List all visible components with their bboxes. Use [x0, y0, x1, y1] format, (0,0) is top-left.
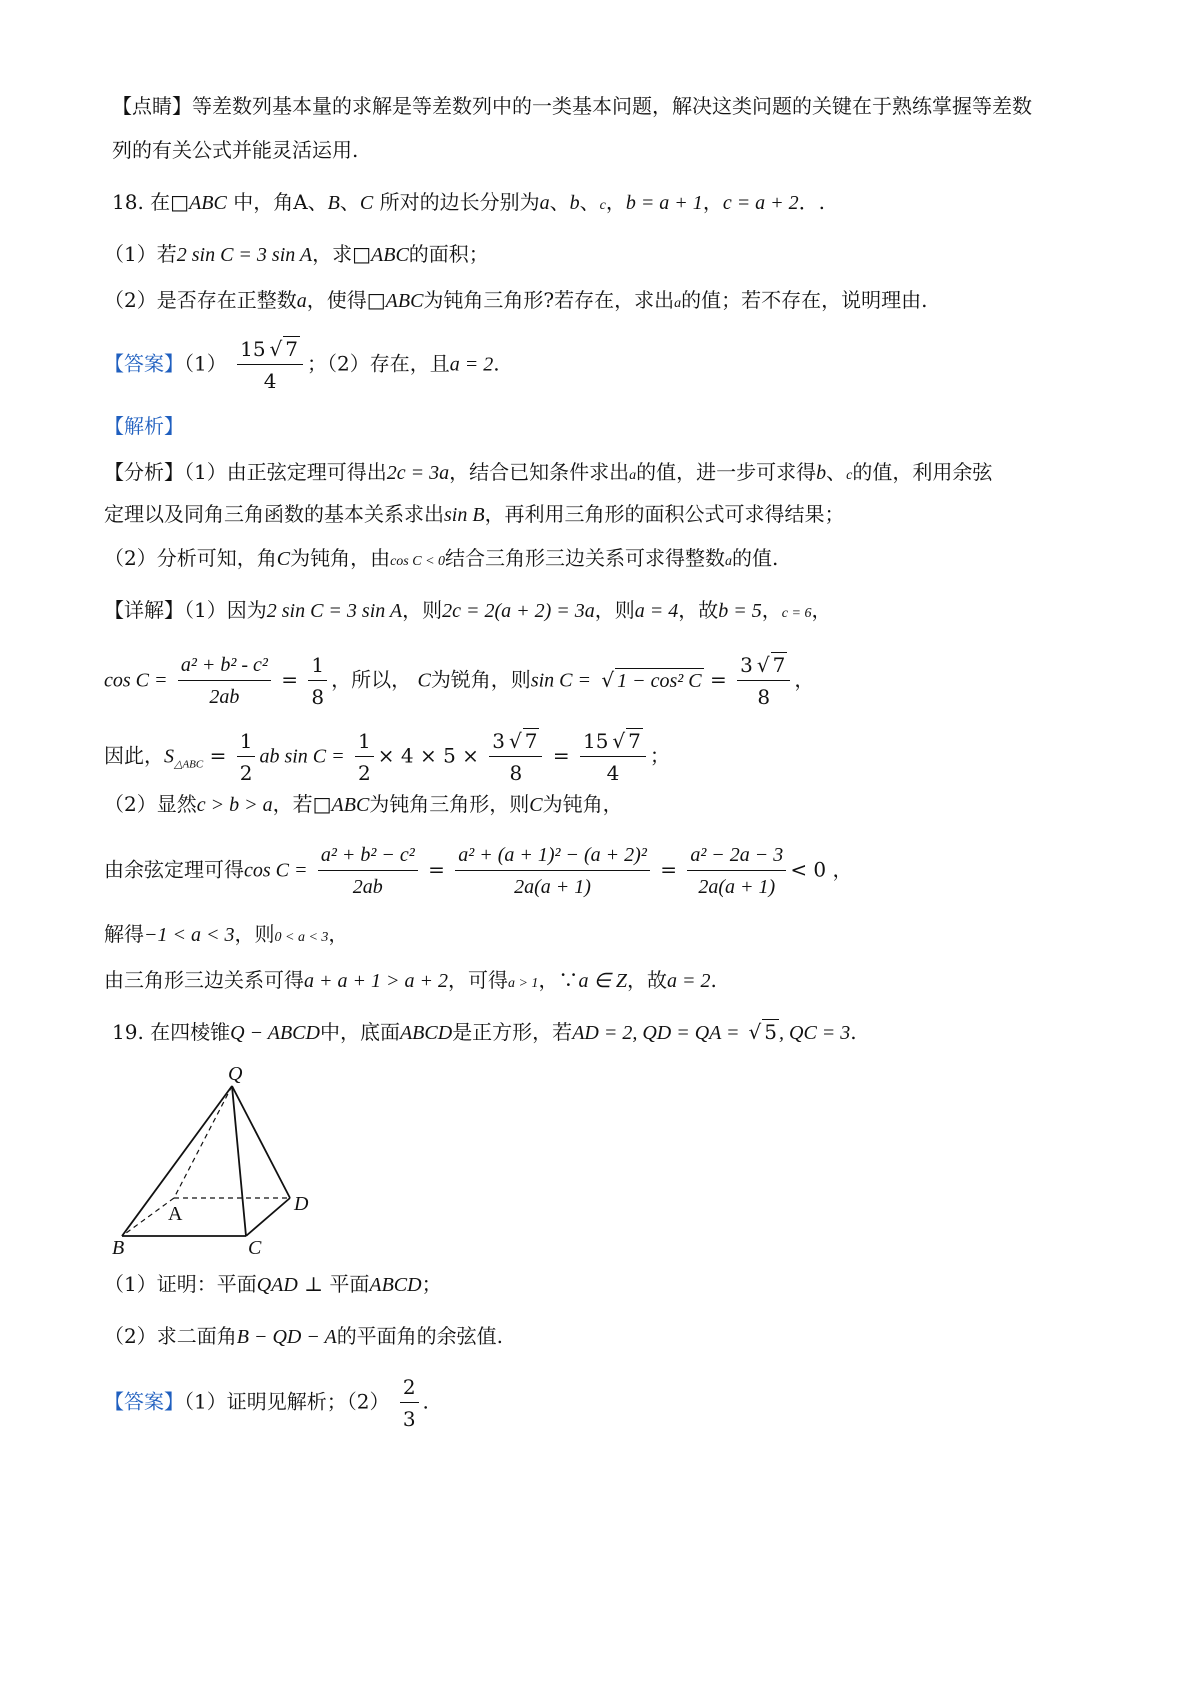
fraction-numerator: 1: [355, 728, 374, 757]
base-name: ABCD: [399, 1022, 453, 1044]
fraction-numerator: 3: [740, 653, 753, 677]
sep: 、: [549, 190, 570, 214]
detail-label: 【详解】: [104, 598, 184, 622]
detail-inequality: a > 1: [507, 976, 539, 991]
var-a: a: [296, 290, 307, 312]
sin-value: $\frac{3 √ 7}{8}$: [737, 652, 790, 710]
detail-equation: 2 sin C = 3 sin A: [266, 600, 403, 622]
detail-text: ，: [811, 598, 832, 622]
area-result: $\frac{15 √ 7}{4}$: [580, 728, 646, 786]
vertex-label-Q: Q: [228, 1063, 243, 1085]
pyramid-figure: [112, 1060, 332, 1260]
perpendicular-symbol: ⊥: [304, 1272, 324, 1296]
condition-b: b = a + 1: [625, 192, 703, 214]
answer-fraction: $\frac{15 √ 7}{4}$: [237, 336, 303, 394]
analysis-line-2: [104, 500, 845, 529]
detail-text: 由余弦定理可得: [104, 857, 244, 882]
side-b: b: [569, 192, 580, 214]
fraction-denominator: 4: [606, 761, 620, 785]
var-a: a: [674, 296, 682, 311]
answer-18: [104, 336, 500, 394]
analysis-label: 【分析】: [104, 460, 184, 484]
q18-part1-text: 的面积；: [408, 242, 489, 266]
angle-C: C: [359, 192, 374, 214]
fraction-denominator: 4: [263, 369, 277, 393]
var-c: c: [846, 468, 853, 483]
area-symbol: S: [164, 745, 174, 768]
q19-number: 19.: [112, 1020, 144, 1044]
q18-part2-text: （2）是否存在正整数: [104, 288, 297, 312]
sep: ，: [702, 190, 723, 214]
analysis-text: ，结合已知条件求出: [449, 460, 630, 484]
fraction-denominator: 8: [311, 685, 325, 709]
q19-part1-text: 平面: [329, 1272, 370, 1296]
fraction-numerator: 15: [582, 729, 609, 753]
q19-condition: , QC = 3: [779, 1022, 851, 1044]
radicand: 7: [285, 337, 299, 361]
triangle-name: ABC: [385, 290, 424, 312]
cos-lhs: cos C =: [244, 859, 308, 882]
radicand: 1 − cos² C: [617, 669, 702, 692]
detail-equation: a ∈ Z: [578, 970, 627, 992]
q18-part2-text: 为钝角三角形?若存在，求出: [423, 288, 675, 312]
detail-equation: 2c = 2(a + 2) = 3a: [442, 600, 595, 622]
q19-end: .: [850, 1020, 857, 1044]
detail-text: ，故: [626, 968, 667, 992]
equals: =: [209, 743, 227, 768]
q19-stem: 19. 在四棱锥Q − ABCD中，底面ABCD是正方形，若AD = 2, QD = QA = √ 5 , QC = 3.: [112, 1020, 857, 1044]
var-b: b: [816, 462, 827, 484]
fraction-numerator: 15: [240, 337, 266, 361]
angle-C: C: [276, 548, 291, 570]
analysis-text: 的值，进一步可求得: [636, 460, 817, 484]
fraction-numerator: 3: [492, 729, 505, 753]
detail-text: ，: [761, 598, 782, 622]
half-fraction: [355, 728, 374, 786]
q19-part2: [104, 1322, 503, 1351]
detail-text: ；: [649, 743, 670, 768]
answer-label: 【答案】: [104, 351, 184, 376]
q18-part1-text: （1）若: [104, 242, 177, 266]
triangle-symbol: □: [366, 288, 386, 312]
tip-line-2: [112, 136, 358, 164]
detail-cos-line: cos C = $\frac{\text{a² + b² - c²}}{2ab}$ = $\frac{1}{8}$ ，所以， C为锐角，则sin C = √ 1 − cos² C = $\frac{3 √ 7}{8}$ ，: [104, 653, 815, 709]
analysis-text: 为钝角，由: [290, 546, 391, 570]
fraction-numerator: a² + (a + 1)² − (a + 2)²: [455, 842, 650, 871]
jiexi-label: 【解析】: [104, 414, 184, 438]
triangle-symbol: □: [352, 242, 372, 266]
detail-part2: [104, 790, 623, 819]
vertex-label-D: D: [294, 1193, 309, 1215]
edge-AB-hidden: [122, 1198, 174, 1236]
solid-name: Q − ABCD: [230, 1022, 320, 1044]
answer-part: （1）: [184, 351, 227, 376]
q18-part1-equation: 2 sin C = 3 sin A: [176, 244, 313, 266]
tip-line-1: [112, 92, 1032, 120]
fraction-denominator: 8: [509, 761, 523, 785]
detail-text: ，则: [402, 598, 443, 622]
sin-lhs: sin C =: [530, 669, 591, 692]
equals: =: [709, 667, 727, 692]
radicand: 5: [764, 1020, 778, 1044]
detail-area-line: [104, 728, 670, 786]
detail-text: ，所以，: [331, 667, 412, 692]
analysis-text: （2）分析可知，角: [104, 546, 277, 570]
sep: 、: [826, 460, 847, 484]
fraction-denominator: 2: [358, 761, 371, 785]
fraction-denominator: 3: [402, 1407, 416, 1431]
q18-text: 所对的边长分别为: [379, 190, 540, 214]
angle-A: A: [293, 190, 308, 214]
condition-c: c = a + 2: [722, 192, 799, 214]
vertex-label-A: A: [168, 1203, 183, 1225]
answer-fraction: [400, 1374, 419, 1432]
analysis-text: （1）由正弦定理可得出: [184, 460, 387, 484]
analysis-equation: cos C < 0: [390, 554, 446, 569]
q19-text: 中，底面: [319, 1020, 400, 1044]
triangle-name: ABC: [189, 192, 227, 214]
tip-label: 【点睛】: [112, 94, 192, 118]
detail-text: < 0 ，: [790, 857, 853, 882]
analysis-text: 定理以及同角三角函数的基本关系求出: [104, 502, 444, 526]
angle-B: B: [327, 192, 340, 214]
answer-text: （1）证明见解析；（2）: [184, 1389, 390, 1414]
detail-text: ，若: [272, 792, 313, 816]
analysis-line-1: [104, 458, 992, 490]
detail-equation: c = 6: [781, 606, 812, 621]
detail-text: ，故: [678, 598, 719, 622]
q19-text: 在四棱锥: [150, 1020, 231, 1044]
sin-fraction: $\frac{3 √ 7}{8}$: [489, 728, 542, 786]
sep: 、: [307, 190, 328, 214]
q19-part1-text: （1）证明：平面: [104, 1272, 257, 1296]
detail-text: （1）因为: [184, 598, 267, 622]
var-a: a: [629, 468, 637, 483]
q18-number: 18.: [112, 190, 144, 214]
radicand: 7: [524, 729, 538, 753]
side-c: c: [599, 198, 606, 213]
triangle-name: ABC: [371, 244, 409, 266]
q18-stem: [112, 188, 825, 220]
radicand: 7: [772, 653, 786, 677]
area-subscript: △ABC: [174, 758, 204, 771]
fraction-denominator: 8: [757, 685, 771, 709]
dihedral-angle: B − QD − A: [236, 1326, 337, 1348]
detail-text: ，可得: [447, 968, 508, 992]
fraction-denominator: 2a(a + 1): [514, 876, 591, 898]
q18-text: 中，角: [233, 190, 294, 214]
fraction-denominator: 2a(a + 1): [698, 876, 776, 898]
answer-equation: a = 2: [449, 353, 494, 376]
radicand: 7: [628, 729, 641, 753]
q19-part2-text: （2）求二面角: [104, 1324, 237, 1348]
tip-text-2: 列的有关公式并能灵活运用.: [112, 138, 359, 162]
law-fraction-2: [455, 842, 650, 900]
triangle-name: ABC: [331, 794, 370, 816]
q18-part2-text: 的值；若不存在，说明理由.: [681, 288, 928, 312]
law-fraction-3: [687, 842, 786, 900]
analysis-text: 的值.: [732, 546, 779, 570]
triangle-symbol: □: [312, 792, 332, 816]
answer-end: .: [493, 351, 500, 376]
tip-text-1: 等差数列基本量的求解是等差数列中的一类基本问题，解决这类问题的关键在于熟练掌握等差数: [192, 94, 1032, 118]
fraction-denominator: 2ab: [209, 686, 240, 708]
detail-text: ，: [328, 922, 349, 946]
side-a: a: [539, 192, 550, 214]
analysis-equation: sin B: [444, 504, 485, 526]
fraction-numerator: a² + b² - c²: [178, 652, 271, 681]
detail-triangle: [104, 966, 717, 998]
sep: 、: [579, 190, 600, 214]
plane-ABCD: ABCD: [369, 1274, 422, 1296]
detail-inequality: 0 < a < 3: [274, 930, 329, 945]
fraction-denominator: 2: [239, 761, 253, 785]
detail-text: 为钝角三角形，则: [369, 792, 530, 816]
q18-part1: [104, 240, 489, 269]
detail-text: 为锐角，则: [430, 667, 531, 692]
answer-19: [104, 1374, 429, 1432]
detail-law-line: [104, 842, 853, 900]
detail-text: 为钝角，: [542, 792, 623, 816]
q19-condition: AD = 2, QD = QA =: [572, 1022, 745, 1044]
jiexi-heading: [104, 412, 184, 440]
answer-end: .: [422, 1389, 429, 1414]
detail-text: （2）显然: [104, 792, 197, 816]
cos-lhs: cos C =: [104, 669, 168, 692]
analysis-text: ，再利用三角形的面积公式可求得结果；: [484, 502, 845, 526]
detail-inequality: a + a + 1 > a + 2: [304, 970, 448, 992]
detail-text: 由三角形三边关系可得: [104, 968, 304, 992]
angle-C: C: [529, 794, 543, 816]
detail-line-1: [104, 596, 831, 628]
detail-text: 因此，: [104, 743, 164, 768]
q19-part1-text: ；: [421, 1272, 442, 1296]
edge-QA-hidden: [174, 1086, 232, 1198]
edge-CD: [246, 1198, 290, 1236]
area-product: × 4 × 5 ×: [377, 743, 479, 768]
q18-text: 在: [150, 190, 171, 214]
analysis-equation: 2c = 3a: [386, 462, 450, 484]
detail-text: ，∵: [538, 968, 579, 992]
detail-text: .: [710, 968, 717, 992]
detail-equation: a = 4: [634, 600, 679, 622]
detail-equation: b = 5: [718, 600, 762, 622]
vertex-label-B: B: [112, 1237, 125, 1259]
detail-text: ，: [794, 667, 815, 692]
analysis-text: 的值，利用余弦: [852, 460, 993, 484]
q18-part2: [104, 286, 928, 318]
half-fraction: [237, 728, 256, 786]
analysis-line-3: [104, 544, 778, 576]
q19-text: 是正方形，若: [452, 1020, 573, 1044]
q19-part1: [104, 1270, 442, 1299]
detail-inequality: −1 < a < 3: [144, 924, 235, 946]
cos-fraction: [178, 652, 271, 710]
detail-solve: [104, 920, 348, 952]
detail-inequality: c > b > a: [196, 794, 273, 816]
cos-value: [308, 652, 327, 710]
equals: =: [660, 857, 677, 882]
q18-end: ．.: [798, 190, 826, 214]
angle-C: C: [417, 669, 431, 692]
q19-part2-text: 的平面角的余弦值.: [336, 1324, 504, 1348]
area-middle: ab sin C =: [259, 745, 345, 768]
equals: =: [552, 743, 570, 768]
plane-QAD: QAD: [256, 1274, 298, 1296]
sep: 、: [339, 190, 360, 214]
var-a: a: [725, 554, 733, 569]
detail-text: 解得: [104, 922, 144, 946]
triangle-symbol: □: [170, 190, 190, 214]
detail-text: ，则: [594, 598, 635, 622]
detail-text: ，则: [234, 922, 275, 946]
fraction-denominator: 2ab: [352, 876, 383, 898]
fraction-numerator: 2: [400, 1374, 419, 1403]
sep: ，: [605, 190, 626, 214]
vertex-label-C: C: [248, 1237, 262, 1259]
answer-text: ；（2）存在，且: [307, 351, 450, 376]
q18-part2-text: ，使得: [306, 288, 367, 312]
fraction-numerator: a² + b² − c²: [318, 842, 418, 871]
detail-equation: a = 2: [666, 970, 711, 992]
fraction-numerator: a² − 2a − 3: [687, 842, 786, 871]
fraction-numerator: 1: [237, 728, 256, 757]
analysis-text: 结合三角形三边关系可求得整数: [445, 546, 726, 570]
fraction-numerator: 1: [308, 652, 327, 681]
equals: =: [281, 667, 299, 692]
law-fraction-1: [318, 842, 418, 900]
q18-part1-text: ，求: [312, 242, 353, 266]
equals: =: [428, 857, 445, 882]
answer-label: 【答案】: [104, 1389, 184, 1414]
